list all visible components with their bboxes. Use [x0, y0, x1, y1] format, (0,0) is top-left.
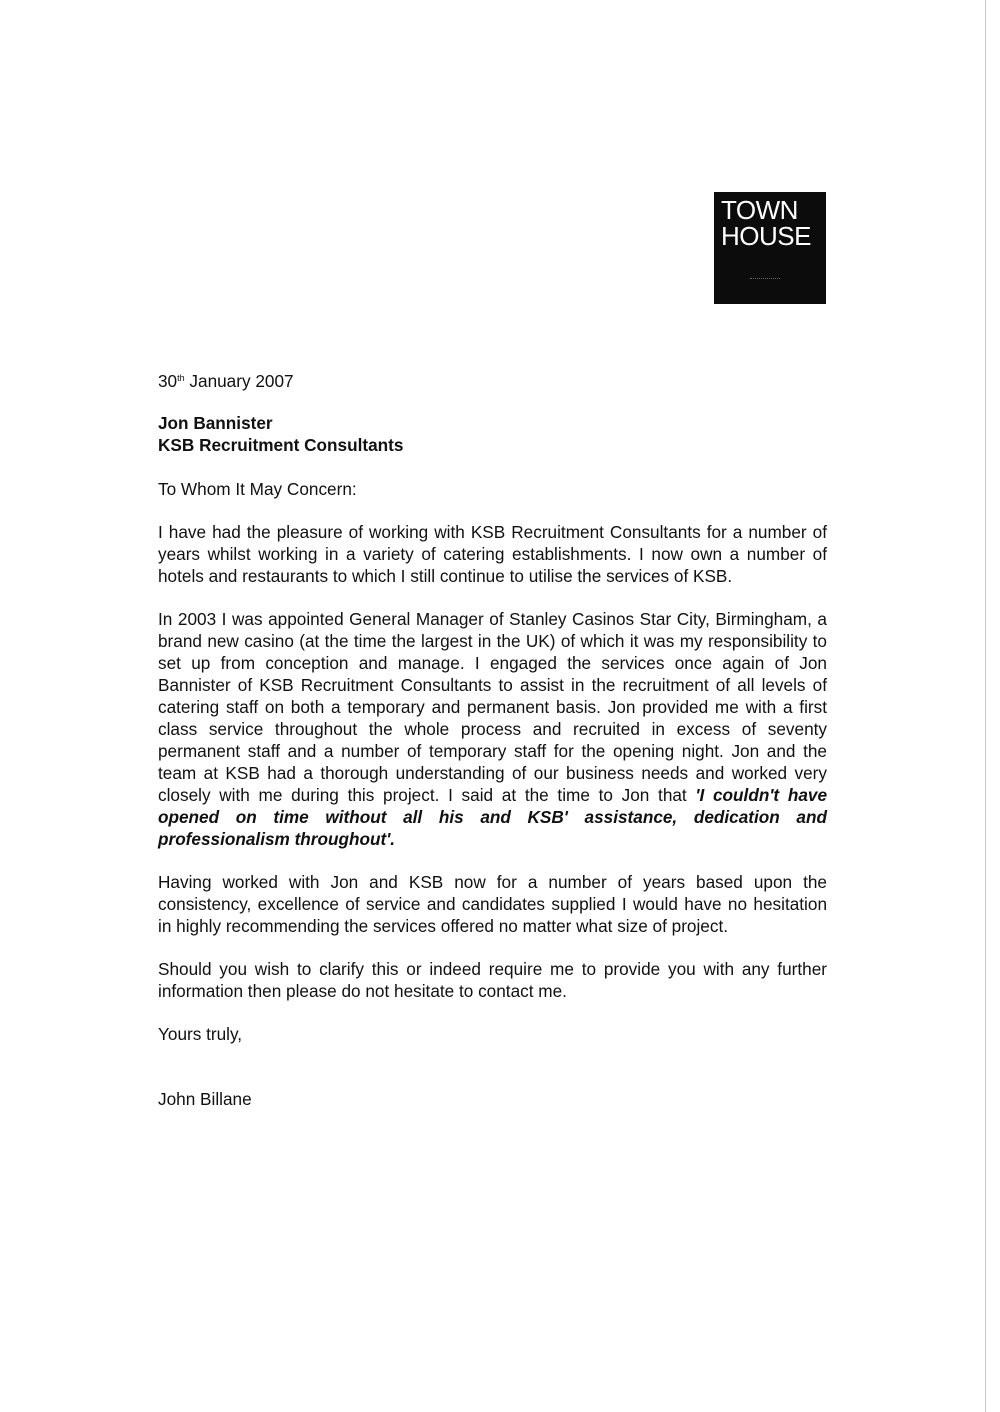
date-day: 30	[158, 371, 178, 391]
paragraph-3: Having worked with Jon and KSB now for a number of years based upon the consistency, excellence of service and candidates supplied I would have no hesitation in highly recommending the services offered no matter what size of project.	[158, 872, 827, 936]
logo-dots-decoration	[750, 278, 780, 283]
letter-date	[158, 370, 827, 392]
signatory-name: John Billane	[158, 1089, 252, 1109]
page-edge-line	[985, 0, 986, 1412]
addressee-block	[158, 412, 827, 456]
paragraph-1: I have had the pleasure of working with KSB Recruitment Consultants for a number of years whilst working in a variety of catering establishments. I now own a number of hotels and restaurants to which I still continue to utilise the services of KSB.	[158, 522, 827, 586]
recipient-company: KSB Recruitment Consultants	[158, 435, 404, 455]
paragraph-4: Should you wish to clarify this or indeed require me to provide you with any further information then please do not hesitate to contact me.	[158, 959, 827, 1001]
closing: Yours truly,	[158, 1024, 243, 1044]
town-house-logo	[714, 192, 826, 304]
paragraph-2	[158, 608, 827, 850]
paragraph-2-quote: 'I couldn't have opened on time without all his and KSB' assistance, dedication and professionalism throughout'.	[158, 785, 828, 849]
logo-line-1: TOWN	[721, 195, 798, 225]
logo-line-2: HOUSE	[721, 221, 811, 251]
salutation: To Whom It May Concern:	[158, 479, 357, 499]
recipient-name: Jon Bannister	[158, 413, 273, 433]
date-rest: January 2007	[184, 371, 294, 391]
date-suffix: th	[177, 373, 185, 383]
letter-body	[158, 370, 827, 1110]
paragraph-2-text: In 2003 I was appointed General Manager of Stanley Casinos Star City, Birmingham, a brand new casino (at the time the largest in the UK) of which it was my responsibility to set up from conception and manage. I engaged the services once again of Jon Bannister of KSB Recruitment Consultants to assist in the recruitment of all levels of catering staff on both a temporary and permanent basis. Jon provided me with a first class service throughout the whole process and recruited in excess of seventy permanent staff and a number of temporary staff for the opening night. Jon and the team at KSB had a thorough understanding of our business needs and worked very closely with me during this project. I said at the time to Jon that	[158, 609, 827, 805]
